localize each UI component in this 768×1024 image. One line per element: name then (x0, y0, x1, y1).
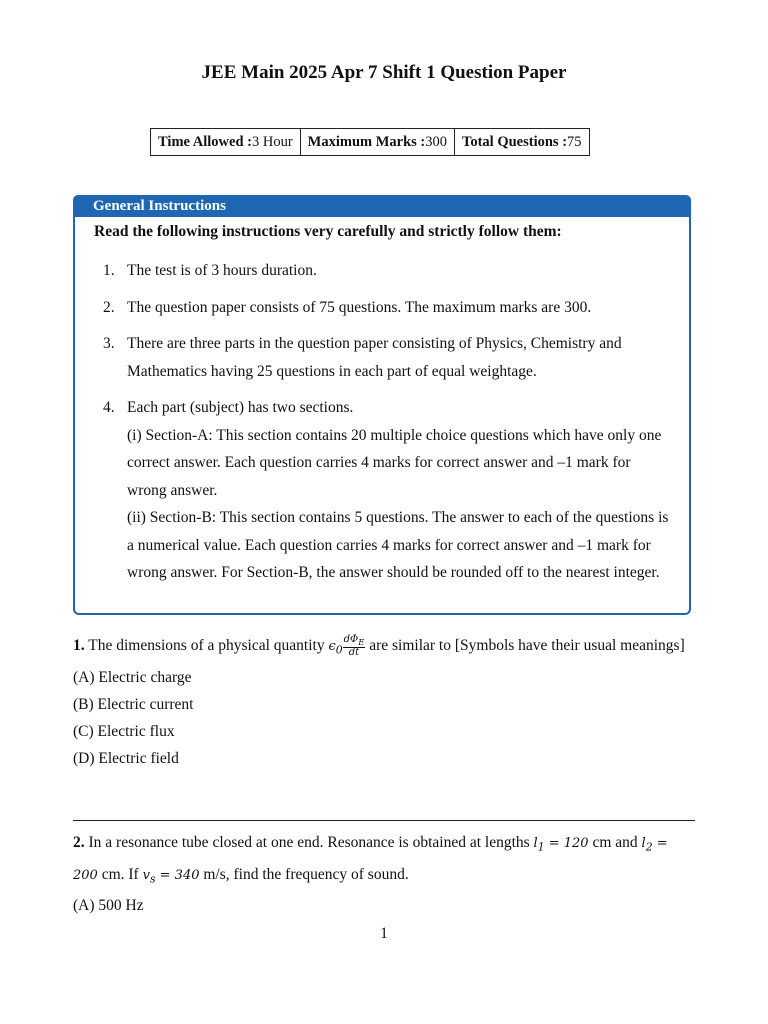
option: (D) Electric field (73, 749, 179, 767)
question-text: cm. If (101, 865, 139, 883)
question-2 (73, 829, 695, 919)
instruction-sections-intro: Each part (subject) has two sections. (127, 399, 354, 416)
epsilon-symbol: ϵ (328, 639, 336, 654)
exam-info-table (150, 128, 590, 156)
question-text: are similar to [Symbols have their usual meanings] (369, 637, 685, 654)
question-1-stem (73, 632, 695, 664)
total-questions-cell (455, 129, 589, 155)
question-1 (73, 632, 695, 772)
option: (C) Electric flux (73, 722, 175, 740)
maximum-marks-label: Maximum Marks : (307, 133, 426, 150)
maximum-marks-value: 300 (425, 133, 448, 150)
question-divider (73, 820, 695, 821)
time-allowed-value: 3 Hour (251, 133, 293, 150)
l1-symbol: l (533, 836, 538, 851)
math-expression (328, 634, 365, 658)
time-allowed-cell (151, 129, 301, 155)
question-text: In a resonance tube closed at one end. Resonance is obtained at lengths (88, 834, 530, 851)
l2-symbol: l (641, 836, 646, 851)
total-questions-value: 75 (567, 133, 582, 150)
l2-subscript: 2 (645, 840, 653, 854)
instruction-number: 3. (103, 335, 115, 352)
instruction-number: 1. (103, 262, 115, 279)
question-text: cm and (592, 834, 638, 851)
l2-value: = 200 (73, 836, 668, 883)
vs-subscript: s (149, 872, 156, 886)
instruction-item (103, 330, 669, 385)
instructions-intro: Read the following instructions very carefully and strictly follow them: (94, 223, 562, 240)
l1-value: = 120 (544, 836, 589, 851)
flux-subscript: E (358, 637, 365, 647)
fraction (343, 635, 366, 658)
page-title: JEE Main 2025 Apr 7 Shift 1 Question Paper (201, 62, 567, 83)
fraction-denominator: dt (348, 647, 360, 658)
section-b-description: (ii) Section-B: This section contains 5 questions. The answer to each of the questions is a numerical value. Each question carries 4 marks for correct answer and –1 mark for wrong answer. For Section-B, the answer should be rounded off to the nearest integer. (127, 509, 669, 581)
instructions-list (103, 257, 669, 596)
time-allowed-label: Time Allowed : (158, 133, 252, 150)
flux-symbol: dΦ (343, 634, 359, 645)
instruction-item (103, 257, 669, 285)
option: (B) Electric current (73, 695, 194, 713)
instruction-item (103, 394, 669, 587)
option: (A) Electric charge (73, 668, 192, 686)
instructions-header: General Instructions (73, 195, 691, 217)
total-questions-label: Total Questions : (462, 133, 568, 150)
section-a-description: (i) Section-A: This section contains 20 multiple choice questions which have only one correct answer. Each question carries 4 marks for correct answer and –1 mark for wrong answer. (127, 426, 662, 499)
maximum-marks-cell (301, 129, 455, 155)
epsilon-subscript: 0 (335, 643, 343, 657)
instruction-text: There are three parts in the question paper consisting of Physics, Chemistry and Mathematics having 25 questions in each part of equal weightage. (127, 335, 622, 380)
l1-subscript: 1 (537, 840, 545, 854)
question-text: m/s, find the frequency of sound. (203, 865, 409, 883)
vs-symbol: v (142, 867, 150, 883)
math-vs (142, 867, 200, 886)
math-l1 (533, 836, 589, 854)
question-2-stem (73, 829, 695, 892)
instruction-text: The question paper consists of 75 questions. The maximum marks are 300. (127, 298, 592, 316)
question-number: 1. (73, 637, 85, 654)
instruction-number: 4. (103, 399, 115, 416)
instruction-item (103, 294, 669, 322)
instruction-number: 2. (103, 298, 115, 316)
question-text: The dimensions of a physical quantity (88, 637, 325, 654)
vs-value: = 340 (155, 867, 200, 883)
question-number: 2. (73, 834, 85, 851)
general-instructions-box (73, 195, 691, 615)
option: (A) 500 Hz (73, 897, 144, 915)
instruction-text: The test is of 3 hours duration. (127, 262, 317, 279)
page-number: 1 (380, 925, 388, 942)
instruction-text (127, 394, 669, 587)
